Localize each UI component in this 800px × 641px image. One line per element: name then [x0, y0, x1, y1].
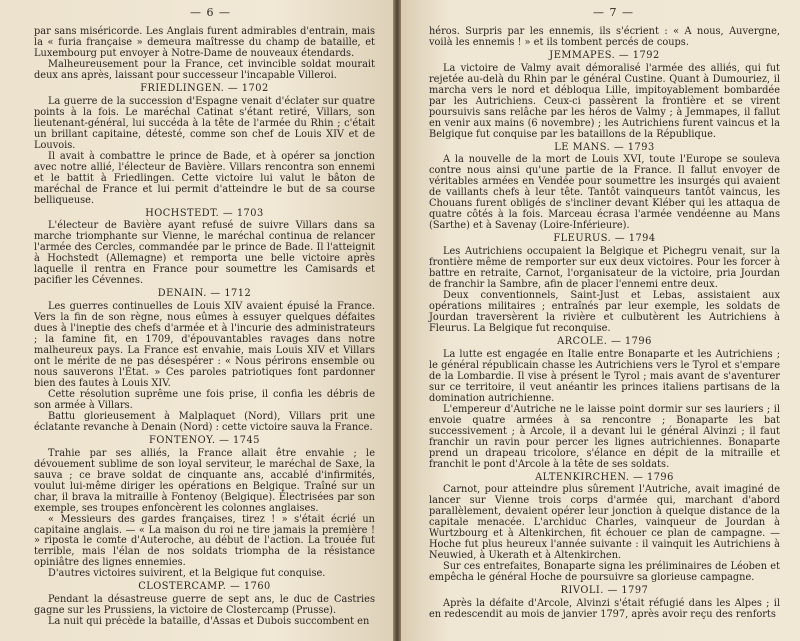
paragraph: La victoire de Valmy avait démoralisé l'armée des alliés, qui fut rejetée au-delà du Rhin par le général Custine. Quant à Dumouriez, il marcha vers le nord et débloqua Lille, impitoyablement bombardée par les Autrichiens. Ceux-ci passèrent la frontière et se virent poursuivis sans relâche par les héros de Valmy ; à Jemmapes, il fallut en venir aux mains (6 novembre) ; les Autrichiens furent vaincus et la Belgique fut conquise par les bataillons de la République. [429, 62, 780, 140]
section-heading: FONTENOY. — 1745 [149, 434, 260, 446]
section-heading: RIVOLI. — 1797 [560, 585, 649, 597]
section-heading: ALTENKIRCHEN. — 1796 [535, 471, 674, 483]
paragraph: héros. Surpris par les ennemis, ils s'écrient : « A nous, Auvergne, voilà les ennemis ! » et ils tombent percés de coups. [429, 26, 780, 48]
page-number: — 6 — [190, 6, 231, 19]
left-page [0, 0, 393, 641]
paragraph: Pendant la désastreuse guerre de sept ans, le duc de Castries gagne sur les Prussiens, la victoire de Clostercamp (Prusse). [34, 594, 375, 617]
paragraph: La lutte est engagée en Italie entre Bonaparte et les Autrichiens ; le général républicain chasse les Autrichiens vers le Tyrol et s'empare de la Lombardie. Il vise à présent le Tyrol ; mais avant de s'aventurer sur ce territoire, il veut anéantir les princes italiens partisans de la domination autrichienne. [429, 348, 780, 404]
section-heading: JEMMAPES. — 1792 [549, 49, 660, 61]
paragraph: Il avait à combattre le prince de Bade, et à opérer sa jonction avec notre allié, l'électeur de Bavière. Villars rencontra son ennemi et le battit à Friedlingen. Cette victoire lui valut le bâton de maréchal de France et lui permit d'atteindre le but de sa course belliqueuse. [34, 150, 375, 206]
section-heading: CLOSTERCAMP. — 1760 [138, 581, 271, 593]
paragraph: D'autres victoires suivirent, et la Belgique fut conquise. [48, 568, 326, 580]
section-heading: ARCOLE. — 1796 [557, 335, 652, 347]
paragraph: « Messieurs des gardes françaises, tirez ! » s'était écrié un capitaine anglais. — « La maison du roi ne tire jamais la première ! » riposta le comte d'Auteroche, au début de l'action. La trouée fut terrible, mais l'élan de nos soldats triompha de la résistance opiniâtre des lignes ennemies. [34, 513, 375, 569]
paragraph: Les guerres continuelles de Louis XIV avaient épuisé la France. Vers la fin de son règne, nous eûmes à essuyer quelques défaites dues à l'ineptie des chefs d'armée et à l'incurie des administrateurs ; la famine fit, en 1709, d'épouvantables ravages dans notre malheureux pays. La France est envahie, mais Louis XIV et Villars ont le mérite de ne pas désespérer : « Nous périrons ensemble ou nous sauverons l'État. » Ces paroles patriotiques font pardonner bien des fautes à Louis XIV. [34, 301, 375, 389]
paragraph: Malheureusement pour la France, cet invincible soldat mourait deux ans après, laissant pour successeur l'incapable Villeroi. [34, 58, 375, 81]
page-body [34, 26, 375, 627]
paragraph: Après la défaite d'Arcole, Alvinzi s'était réfugié dans les Alpes ; il en redescendit au mois de janvier 1797, après avoir reçu des renforts [429, 598, 780, 620]
paragraph: L'électeur de Bavière ayant refusé de suivre Villars dans sa marche triomphante sur Vienne, le maréchal continua de relancer l'armée des Cercles, commandée par le prince de Bade. Il l'atteignit à Hochstedt (Allemagne) et remporta une belle victoire après laquelle il rentra en France pour soumettre les Camisards et pacifier les Cévennes. [34, 220, 375, 287]
right-page [401, 0, 800, 641]
section-heading: HOCHSTEDT. — 1703 [145, 207, 264, 219]
section-heading: FLEURUS. — 1794 [553, 233, 656, 245]
paragraph: Trahie par ses alliés, la France allait être envahie ; le dévouement sublime de son loyal serviteur, le maréchal de Saxe, la sauva ; ce brave soldat de cinquante ans, accablé d'infirmités, voulut lui-même diriger les opérations en Belgique. Traîné sur un char, il brava la mitraille à Fontenoy (Belgique). Électrisées par son exemple, ses troupes enfoncèrent les colonnes anglaises. [34, 447, 375, 514]
paragraph: Deux conventionnels, Saint-Just et Lebas, assistaient aux opérations militaires ; entraînés par leur exemple, les soldats de Jourdan traversèrent la rivière et culbutèrent les Autrichiens à Fleurus. La Belgique fut reconquise. [429, 290, 780, 334]
paragraph: Sur ces entrefaites, Bonaparte signa les préliminaires de Léoben et empêcha le général Hoche de poursuivre sa glorieuse campagne. [429, 561, 780, 584]
section-heading: DENAIN. — 1712 [157, 288, 252, 300]
page-body [429, 26, 780, 620]
paragraph: La nuit qui précède la bataille, d'Assas et Dubois succombent en [48, 616, 370, 628]
paragraph: Les Autrichiens occupaient la Belgique et Pichegru venait, sur la frontière même de remporter sur eux deux victoires. Pour les forcer à battre en retraite, Carnot, l'organisateur de la victoire, pria Jourdan de franchir la Sambre, afin de placer l'ennemi entre deux. [429, 246, 780, 291]
page-number: — 7 — [593, 6, 634, 19]
paragraph: Cette résolution suprême une fois prise, il confia les débris de son armée à Villars. [34, 388, 375, 411]
paragraph: La guerre de la succession d'Espagne venait d'éclater sur quatre points à la fois. Le maréchal Catinat s'étant retiré, Villars, son lieutenant-général, lui succéda à la tête de l'armée du Rhin ; c'était un brillant capitaine, détesté, comme son chef de Louis XIV et de Louvois. [34, 95, 375, 151]
paragraph: L'empereur d'Autriche ne le laisse point dormir sur ses lauriers ; il envoie quatre armées à sa rencontre ; Bonaparte les bat successivement ; à Arcole, il a devant lui le général Alvinzi ; il faut franchir un ravin pour percer les lignes autrichiennes. Bonaparte prend un drapeau tricolore, s'élance en dépit de la mitraille et franchit le pont d'Arcole à la tête de ses soldats. [429, 403, 780, 470]
section-heading: FRIEDLINGEN. — 1702 [140, 82, 269, 94]
paragraph: A la nouvelle de la mort de Louis XVI, toute l'Europe se souleva contre nous ainsi qu'une partie de la France. Il fallut envoyer de véritables armées en Vendée pour soumettre les insurgés qui avaient de vaillants chefs à leur tête. Tantôt vainqueurs tantôt vaincus, les Chouans furent obligés de s'incliner devant Kléber qui les attaqua de quatre côtés à la fois. Marceau écrasa l'armée vendéenne au Mans (Sarthe) et à Savenay (Loire-Inférieure). [429, 154, 780, 232]
paragraph: Carnot, pour atteindre plus sûrement l'Autriche, avait imaginé de lancer sur Vienne trois corps d'armée qui, marchant d'abord parallèlement, devaient opérer leur jonction à quelque distance de la capitale menacée. L'archiduc Charles, vainqueur de Jourdan à Wurtzbourg et à Altenkirchen, fit échouer ce plan de campagne. — Hoche fut plus heureux l'année suivante : il vainquit les Autrichiens à Neuwied, à Ukerath et à Altenkirchen. [429, 484, 780, 562]
section-heading: LE MANS. — 1793 [554, 141, 655, 153]
paragraph: Battu glorieusement à Malplaquet (Nord), Villars prit une éclatante revanche à Denain (Nord) : cette victoire sauva la France. [34, 410, 375, 433]
book-gutter [393, 0, 401, 641]
paragraph: par sans miséricorde. Les Anglais furent admirables d'entrain, mais la « furia française » demeura maîtresse du champ de bataille, et Luxembourg put envoyer à Notre-Dame de nouveaux étendards. [34, 26, 375, 59]
